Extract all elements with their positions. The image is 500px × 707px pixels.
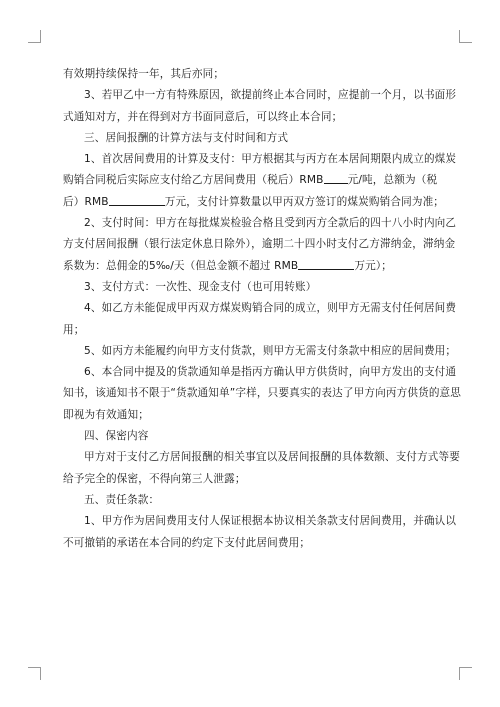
section-heading: 五、责任条款： (84, 493, 160, 506)
text-segment: 系数为：总佣金的5‰/天（但总金额不超过 RMB (63, 259, 299, 272)
document-body (63, 64, 462, 554)
paragraph-line: 给予完全的保密，不得向第三人泄露； (63, 472, 246, 485)
paragraph-line: 式通知对方，并在得到对方书面同意后，可以终止本合同； (63, 110, 343, 123)
crop-mark-top-right (459, 30, 472, 43)
paragraph-line (63, 192, 445, 213)
crop-mark-top-left (28, 30, 41, 43)
paragraph-line: 2、支付时间：甲方在每批煤炭检验合格且受到丙方全款后的四十八小时内向乙 (84, 217, 457, 230)
paragraph-line: 知书，该通知书不限于“货款通知单”字样，只要真实的表达了甲方向丙方供货的意思 (63, 387, 462, 400)
text-segment: 万元）； (354, 259, 393, 272)
paragraph-line: 5、如丙方未能履约向甲方支付货款，则甲方无需支付条款中相应的居间费用； (84, 344, 457, 357)
paragraph-line: 1、甲方作为居间费用支付人保证根据本协议相关条款支付居间费用，并确认以 (84, 515, 457, 528)
paragraph-line: 方支付居间报酬（银行法定休息日除外），逾期二十四小时支付乙方滞纳金，滞纳金 (63, 238, 456, 251)
paragraph-line (63, 170, 441, 191)
paragraph-line (63, 256, 441, 277)
crop-mark-bottom-right (459, 667, 472, 680)
fill-in-blank (324, 172, 348, 184)
paragraph-line: 即视为有效通知； (63, 408, 149, 421)
text-segment: 后）RMB (63, 195, 109, 208)
paragraph-line: 用； (63, 323, 85, 336)
paragraph-line: 4、如乙方未能促成甲丙双方煤炭购销合同的成立，则甲方无需支付任何居间费 (84, 302, 457, 315)
text-segment: 元/吨，总额为（税 (347, 174, 438, 187)
section-heading: 四、保密内容 (84, 430, 149, 443)
crop-mark-bottom-left (28, 667, 41, 680)
fill-in-blank (109, 194, 165, 206)
text-segment: 万元，支付计算数量以甲丙双方签订的煤炭购销合同为准； (164, 195, 445, 208)
paragraph-line: 6、本合同中提及的货款通知单是指丙方确认甲方供货时，向甲方发出的支付通 (84, 366, 457, 379)
paragraph-line: 3、支付方式：一次性、现金支付（也可用转账） (84, 280, 317, 293)
paragraph-line: 3、若甲乙中一方有特殊原因，欲提前终止本合同时，应提前一个月，以书面形 (84, 89, 457, 102)
section-heading: 三、居间报酬的计算方法与支付时间和方式 (84, 131, 289, 144)
paragraph-line: 不可撤销的承诺在本合同的约定下支付此居间费用； (63, 536, 311, 549)
fill-in-blank (298, 258, 354, 270)
paragraph-line: 有效期持续保持一年，其后亦同； (63, 68, 225, 80)
text-segment: 购销合同税后实际应支付给乙方居间费用（税后）RMB (63, 174, 324, 187)
paragraph-line: 甲方对于支付乙方居间报酬的相关事宜以及居间报酬的具体数额、支付方式等要 (84, 451, 461, 464)
paragraph-line: 1、首次居间费用的计算及支付：甲方根据其与丙方在本居间期限内成立的煤炭 (84, 153, 457, 166)
